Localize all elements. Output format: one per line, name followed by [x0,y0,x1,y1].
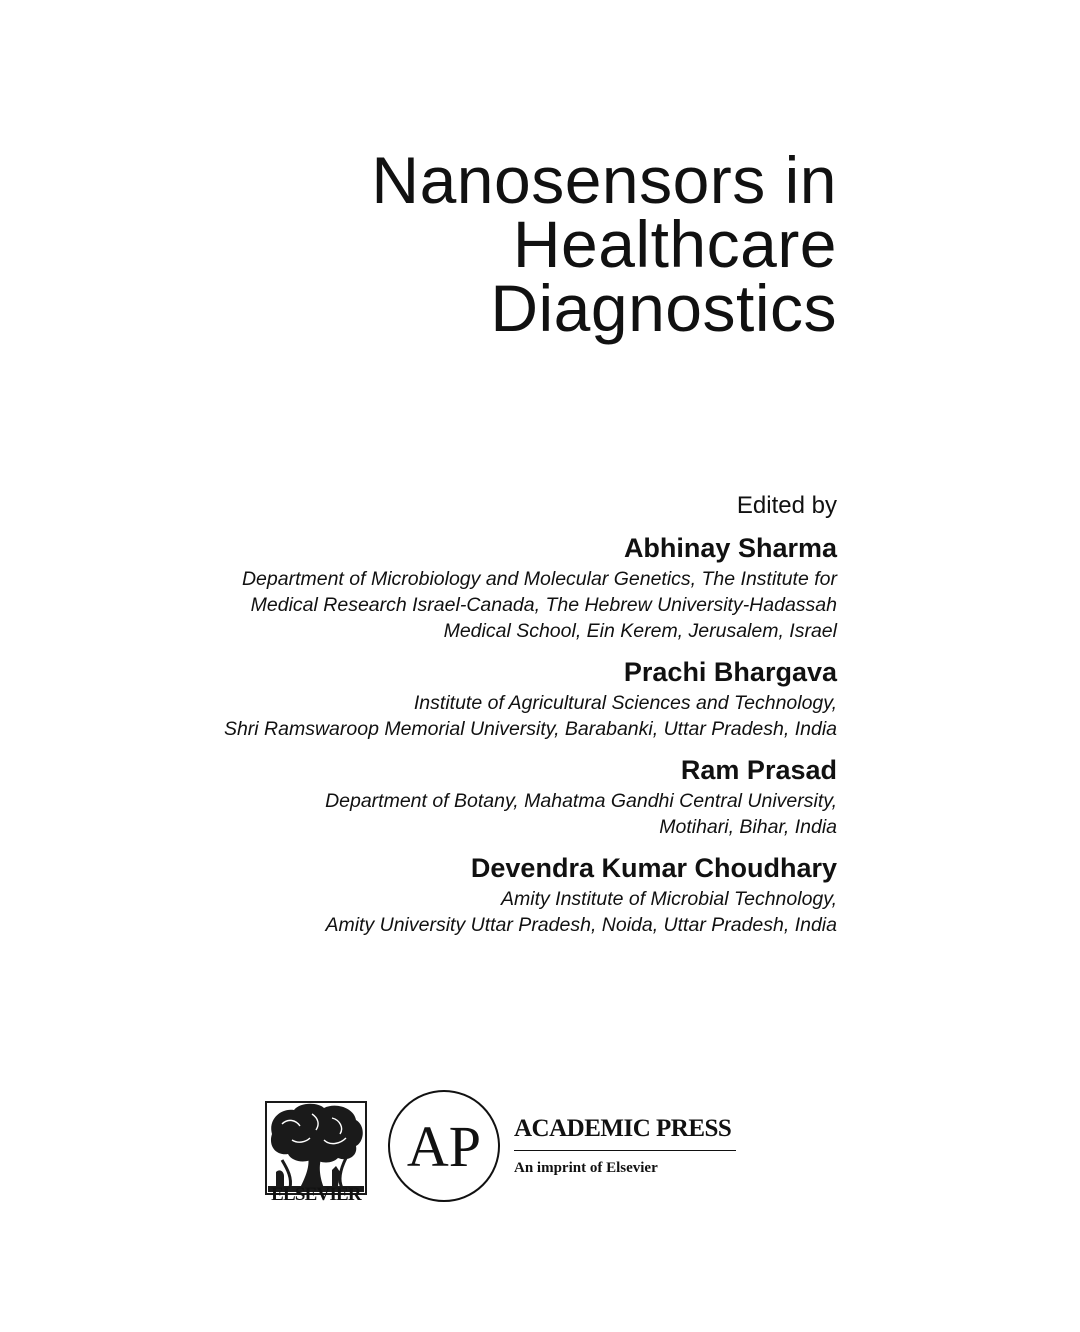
editor-entry [37,752,837,840]
book-title-line-2: Healthcare [512,207,837,281]
book-title-line-1: Nanosensors in [371,143,837,217]
editor-name: Devendra Kumar Choudhary [470,853,837,883]
edited-by-label: Edited by [736,492,837,519]
editor-affiliation-line: Motihari, Bihar, India [659,816,837,838]
editors-section [37,490,837,948]
academic-press-name: ACADEMIC PRESS [514,1114,736,1151]
editor-entry [37,850,837,938]
ap-monogram-text: AP [406,1114,482,1179]
editor-name: Ram Prasad [680,755,837,785]
publisher-logos [262,1088,762,1218]
academic-press-monogram-icon [386,1088,502,1204]
book-title-line-3: Diagnostics [490,271,837,345]
elsevier-wordmark: ELSEVIER [271,1184,361,1205]
editor-affiliation-line: Amity University Uttar Pradesh, Noida, Uttar Pradesh, India [325,914,837,936]
editor-affiliation-line: Medical Research Israel-Canada, The Hebrew University-Hadassah [250,594,837,616]
editor-affiliation-line: Shri Ramswaroop Memorial University, Barabanki, Uttar Pradesh, India [223,718,837,740]
editor-affiliation-line: Department of Microbiology and Molecular Genetics, The Institute for [241,568,837,590]
editor-affiliation-line: Amity Institute of Microbial Technology, [501,888,837,910]
editor-affiliation-line: Department of Botany, Mahatma Gandhi Central University, [325,790,837,812]
book-title [137,143,837,345]
editor-entry [37,530,837,644]
editor-entry [37,654,837,742]
editor-name: Abhinay Sharma [623,533,837,563]
academic-press-text [514,1114,744,1179]
editor-name: Prachi Bhargava [623,657,837,687]
editor-affiliation-line: Institute of Agricultural Sciences and Technology, [413,692,837,714]
editor-affiliation-line: Medical School, Ein Kerem, Jerusalem, Israel [443,620,837,642]
imprint-line: An imprint of Elsevier [514,1160,658,1176]
